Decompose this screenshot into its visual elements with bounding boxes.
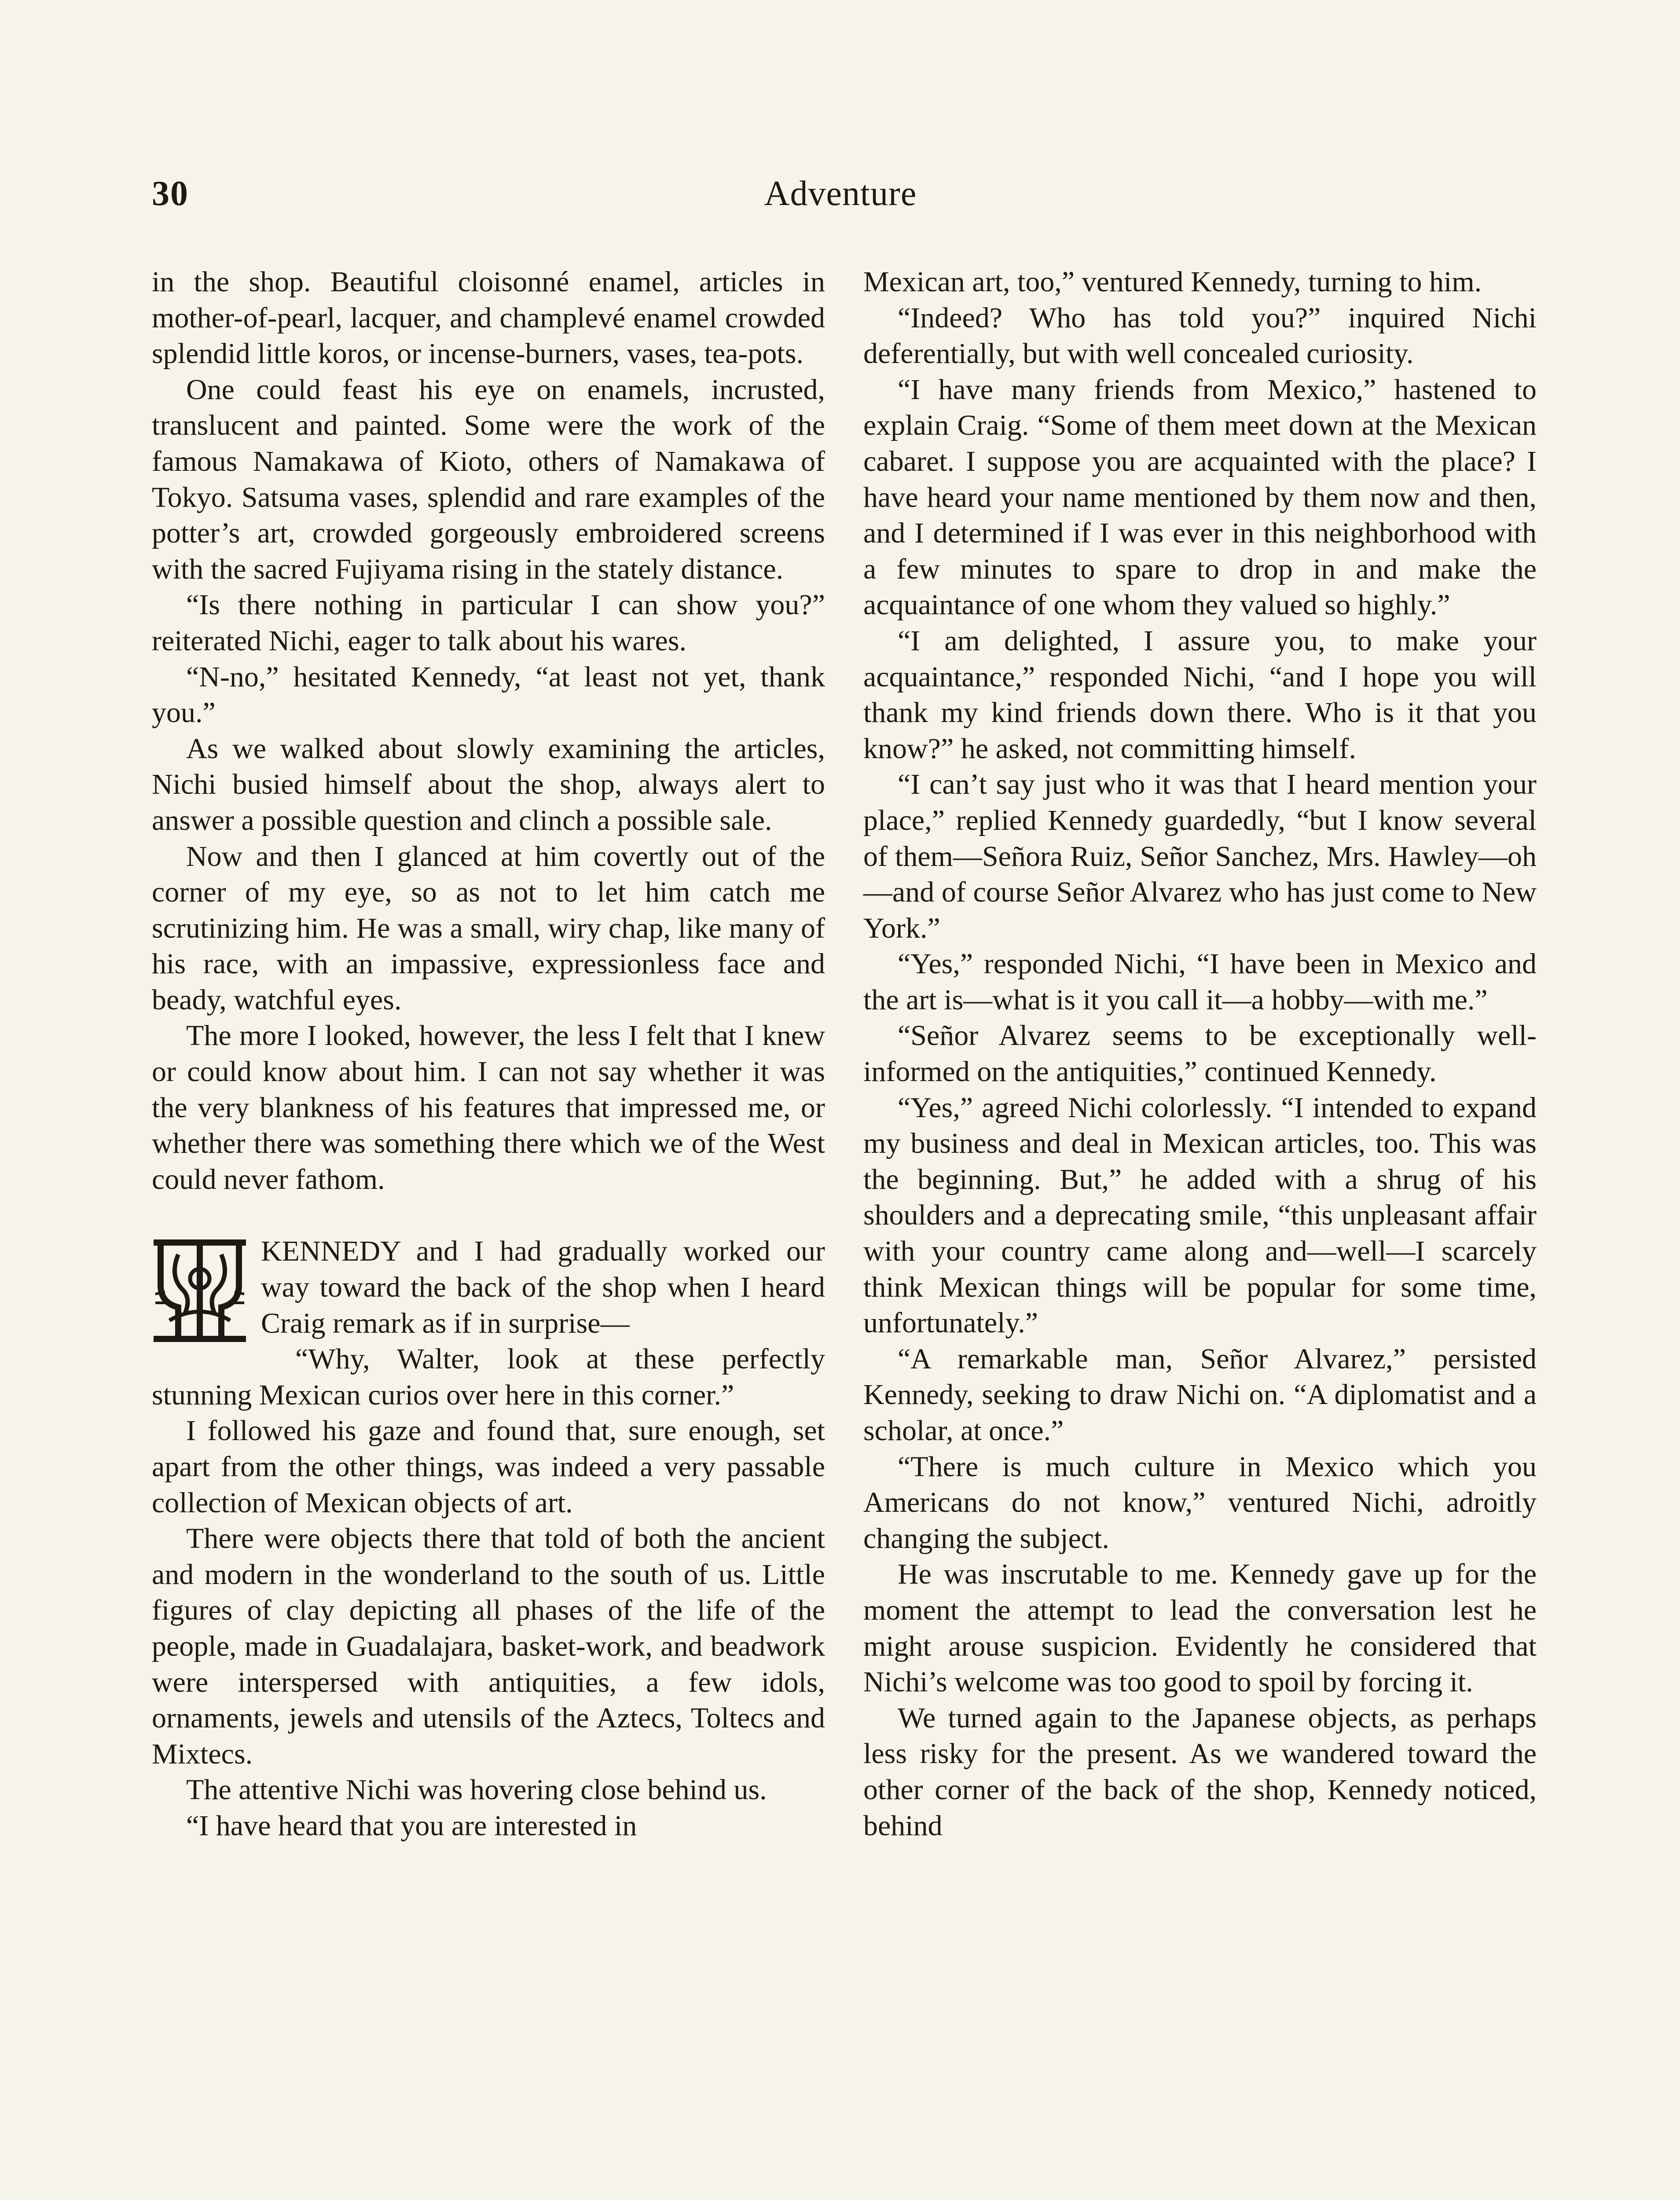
paragraph: We turned again to the Japanese objects, as perhaps less risky for the present. As we wandered toward the other corner of the back of the shop, Kennedy noticed, behind [863, 1701, 1537, 1842]
paragraph: One could feast his eye on enamels, incrusted, translucent and painted. Some were the work of the famous Namakawa of Kioto, others of Namakawa of Tokyo. Satsuma vases, splendid and rare examples of the potter’s art, crowded gorgeously embroidered screens with the sacred Fujiyama rising in the stately distance. [152, 373, 825, 585]
right-column [863, 264, 1537, 1844]
paragraph: As we walked about slowly examining the articles, Nichi busied himself about the shop, always alert to answer a possible question and clinch a possible sale. [152, 732, 825, 836]
paragraph: “N-no,” hesitated Kennedy, “at least not yet, thank you.” [152, 660, 825, 729]
paragraph: “Señor Alvarez seems to be exceptionally well-informed on the antiquities,” continued Kennedy. [863, 1019, 1537, 1088]
paragraph: I followed his gaze and found that, sure enough, set apart from the other things, was indeed a very passable collection of Mexican objects of art. [152, 1415, 825, 1519]
paragraph: The more I looked, however, the less I felt that I knew or could know about him. I can not say whether it was the very blankness of his features that impressed me, or whether there was something there which we of the West could never fathom. [152, 1019, 825, 1195]
paragraph: Now and then I glanced at him covertly out of the corner of my eye, so as not to let him catch me scrutinizing him. He was a small, wiry chap, like many of his race, with an impassive, expressionless face and beady, watchful eyes. [152, 840, 825, 1016]
paragraph: “Yes,” agreed Nichi colorlessly. “I intended to expand my business and deal in Mexican articles, too. This was the beginning. But,” he added with a shrug of his shoulders and a deprecating smile, “this unpleasant affair with your country came along and—well—I scarcely think Mexican things will be popular for some time, unfortunately.” [863, 1091, 1537, 1339]
page-number: 30 [152, 174, 189, 213]
paragraph: “A remarkable man, Señor Alvarez,” persisted Kennedy, seeking to draw Nichi on. “A diplomatist and a scholar, at once.” [863, 1342, 1537, 1447]
running-title: Adventure [764, 174, 917, 213]
paragraph: KENNEDY and I had gradually worked our way toward the back of the shop when I heard Craig remark as if in surprise— [261, 1235, 825, 1339]
paragraph: There were objects there that told of both the ancient and modern in the wonderland to the south of us. Little figures of clay depicting all phases of the life of the people, made in Guadalajara, basket-work, and beadwork were interspersed with antiquities, a few idols, ornaments, jewels and utensils of the Aztecs, Toltecs and Mixtecs. [152, 1522, 825, 1770]
paragraph: “I have many friends from Mexico,” hastened to explain Craig. “Some of them meet down at the Mexican cabaret. I suppose you are acquainted with the place? I have heard your name mentioned by them now and then, and I determined if I was ever in this neighborhood with a few minutes to spare to drop in and make the acquaintance of one whom they valued so highly.” [863, 373, 1537, 621]
paragraph: in the shop. Beautiful cloisonné enamel, articles in mother-of-pearl, lacquer, and champlevé enamel crowded splendid little koros, or incense-burners, vases, tea-pots. [152, 266, 825, 370]
ornamental-drop-cap-icon [152, 1237, 248, 1345]
page-header [152, 174, 1529, 231]
left-column [152, 264, 825, 1844]
paragraph: Mexican art, too,” ventured Kennedy, turning to him. [863, 266, 1482, 298]
paragraph: The attentive Nichi was hovering close behind us. [186, 1774, 767, 1806]
section-opening [152, 1233, 825, 1341]
paragraph: “I am delighted, I assure you, to make your acquaintance,” responded Nichi, “and I hope you will thank my kind friends down there. Who is it that you know?” he asked, not committing himself. [863, 624, 1537, 765]
paragraph: “Indeed? Who has told you?” inquired Nichi deferentially, but with well concealed curiosity. [863, 301, 1537, 370]
paragraph: “I can’t say just who it was that I heard mention your place,” replied Kennedy guardedly, “but I know several of them—Señora Ruiz, Señor Sanchez, Mrs. Hawley—oh—and of course Señor Alvarez who has just come to New York.” [863, 768, 1537, 944]
paragraph: He was inscrutable to me. Kennedy gave up for the moment the attempt to lead the conversation lest he might arouse suspicion. Evidently he considered that Nichi’s welcome was too good to spoil by forcing it. [863, 1558, 1537, 1698]
paragraph: “I have heard that you are interested in [186, 1809, 637, 1842]
paragraph: “There is much culture in Mexico which you Americans do not know,” ventured Nichi, adroitly changing the subject. [863, 1450, 1537, 1555]
paragraph: “Yes,” responded Nichi, “I have been in Mexico and the art is—what is it you call it—a hobby—with me.” [863, 948, 1537, 1016]
paragraph: “Is there nothing in particular I can show you?” reiterated Nichi, eager to talk about his wares. [152, 589, 825, 657]
paragraph: “Why, Walter, look at these perfectly stunning Mexican curios over here in this corner.” [152, 1343, 825, 1411]
